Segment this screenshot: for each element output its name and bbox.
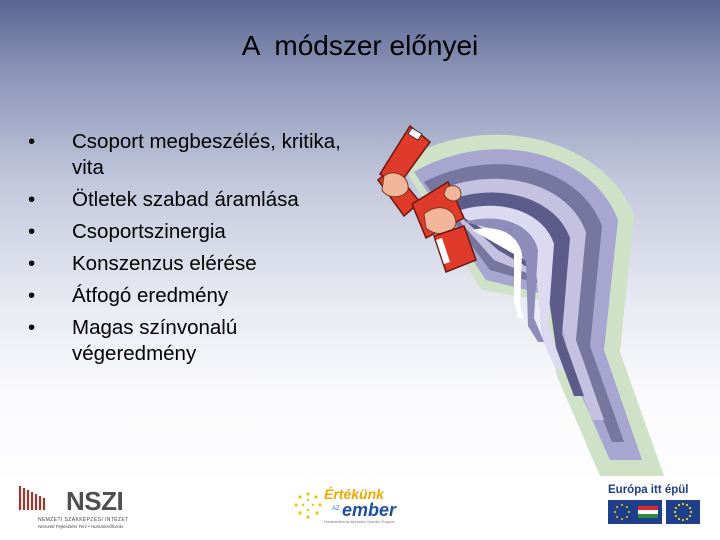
ember-logo-sub: Humánerőforrás-fejlesztési Operatív Program xyxy=(324,520,395,524)
bullet-item xyxy=(28,312,358,370)
bullet-text: Csoport megbeszélés, kritika, vita xyxy=(72,130,341,179)
sunburst-icon xyxy=(294,492,322,520)
footer xyxy=(0,476,720,540)
bullet-list xyxy=(28,126,358,370)
ember-logo-az: AZ xyxy=(332,506,340,512)
bullet-text: Csoportszinergia xyxy=(72,220,226,243)
bullet-dot: • xyxy=(28,284,36,307)
eu-flag-icon xyxy=(666,500,700,524)
bullet-item xyxy=(28,280,358,312)
bullet-text: Konszenzus elérése xyxy=(72,252,257,275)
ember-logo-main: ember xyxy=(342,500,397,520)
bullet-text: Magas színvonalú végeredmény xyxy=(72,316,238,365)
bullet-item xyxy=(28,248,358,280)
nszi-logo xyxy=(18,482,128,528)
bullet-dot: • xyxy=(28,188,36,211)
bullet-text: Ötletek szabad áramlása xyxy=(72,188,299,211)
nszi-subtitle: NEMZETI SZAKKÉPZÉSI INTÉZET xyxy=(38,517,129,523)
nszi-emblem-icon xyxy=(18,482,46,512)
brainstorm-clipart-icon xyxy=(372,120,702,480)
bullet-dot: • xyxy=(28,252,36,275)
bullet-item xyxy=(28,216,358,248)
slide-title: A módszer előnyei xyxy=(241,30,479,61)
nszi-logo-text: NSZI xyxy=(66,486,124,516)
ember-logo-top: Értékünk xyxy=(324,486,384,502)
hungarian-flag-icon xyxy=(608,500,662,524)
ertekunk-az-ember-logo xyxy=(294,486,406,526)
bullet-item xyxy=(28,126,358,184)
bullet-text: Átfogó eredmény xyxy=(72,284,229,307)
bullet-item xyxy=(28,184,358,216)
eu-heading: Európa itt épül xyxy=(608,484,689,496)
bullet-dot: • xyxy=(28,316,36,339)
bullet-dot: • xyxy=(28,220,36,243)
bullet-dot: • xyxy=(28,130,36,153)
nszi-tagline: Nemzeti Fejlesztési Terv • Humánerőforrás xyxy=(38,524,124,529)
